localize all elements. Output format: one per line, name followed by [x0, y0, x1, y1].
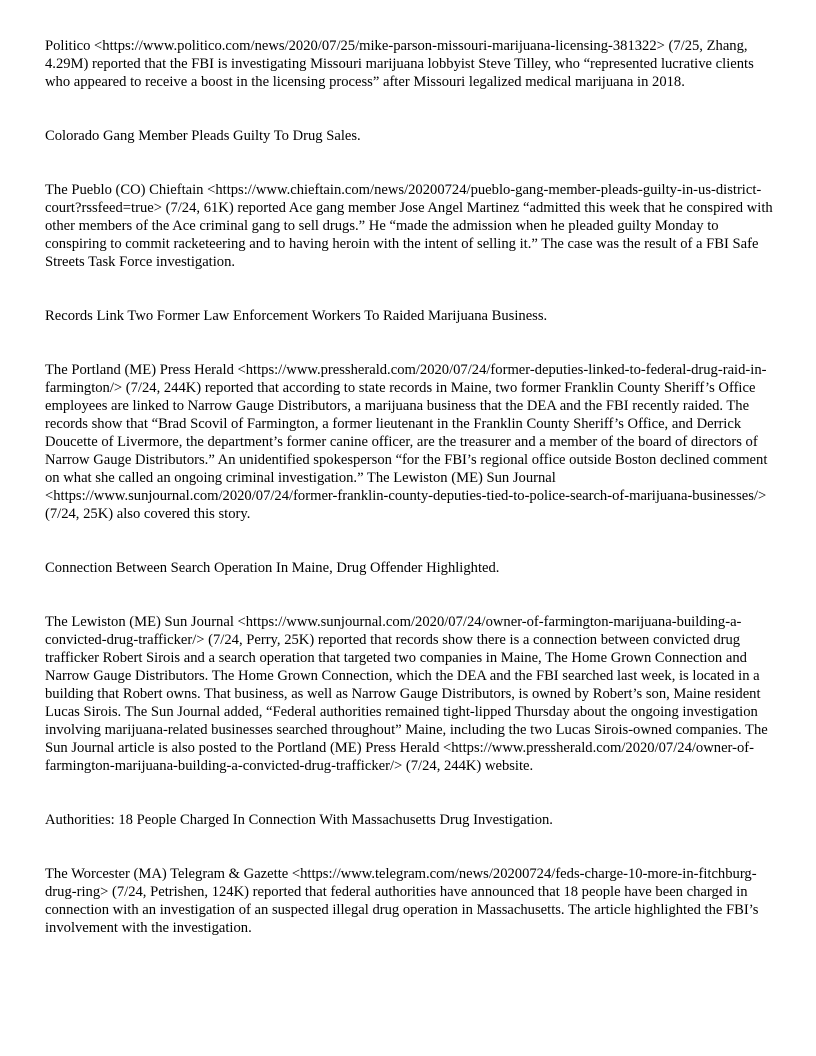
- paragraph-portland-press-herald: The Portland (ME) Press Herald <https://www.pressherald.com/2020/07/24/former-deputies-linked-to-federal-drug-raid-in-farmington/> (7/24, 244K) reported that according to state records in Maine, two former Franklin County Sheriff’s Office employees are linked to Narrow Gauge Distributors, a marijuana business that the DEA and the FBI recently raided. The records show that “Brad Scovil of Farmington, a former lieutenant in the Franklin County Sheriff’s Office, and Derrick Doucette of Livermore, the department’s former canine officer, are the treasurer and a member of the board of directors of Narrow Gauge Distributors.” An unidentified spokesperson “for the FBI’s regional office outside Boston declined comment on what she called an ongoing criminal investigation.” The Lewiston (ME) Sun Journal <https://www.sunjournal.com/2020/07/24/former-franklin-county-deputies-tied-to-police-search-of-marijuana-businesses/> (7/24, 25K) also covered this story.: [45, 362, 768, 522]
- document-page: [45, 37, 773, 937]
- headline-colorado-gang: Colorado Gang Member Pleads Guilty To Drug Sales.: [45, 128, 361, 144]
- headline-authorities-18-charged: Authorities: 18 People Charged In Connection With Massachusetts Drug Investigation.: [45, 812, 553, 828]
- paragraph-pueblo-chieftain: The Pueblo (CO) Chieftain <https://www.chieftain.com/news/20200724/pueblo-gang-member-pleads-guilty-in-us-district-court?rssfeed=true> (7/24, 61K) reported Ace gang member Jose Angel Martinez “admitted this week that he conspired with other members of the Ace criminal gang to sell drugs.” He “made the admission when he pleaded guilty Monday to conspiring to commit racketeering and to having heroin with the intent of selling it.” The case was the result of a FBI Safe Streets Task Force investigation.: [45, 182, 773, 270]
- headline-records-link: Records Link Two Former Law Enforcement Workers To Raided Marijuana Business.: [45, 308, 548, 324]
- paragraph-worcester-telegram: The Worcester (MA) Telegram & Gazette <https://www.telegram.com/news/20200724/feds-charge-10-more-in-fitchburg-drug-ring> (7/24, Petrishen, 124K) reported that federal authorities have announced that 18 people have been charged in connection with an investigation of an suspected illegal drug operation in Massachusetts. The article highlighted the FBI’s involvement with the investigation.: [45, 866, 759, 936]
- paragraph-politico-missouri: Politico <https://www.politico.com/news/2020/07/25/mike-parson-missouri-marijuana-licensing-381322> (7/25, Zhang, 4.29M) reported that the FBI is investigating Missouri marijuana lobbyist Steve Tilley, who “represented lucrative clients who appeared to receive a boost in the licensing process” after Missouri legalized medical marijuana in 2018.: [45, 38, 754, 90]
- headline-connection-search: Connection Between Search Operation In Maine, Drug Offender Highlighted.: [45, 560, 500, 576]
- paragraph-lewiston-sun-journal: The Lewiston (ME) Sun Journal <https://www.sunjournal.com/2020/07/24/owner-of-farmington-marijuana-building-a-convicted-drug-trafficker/> (7/24, Perry, 25K) reported that records show there is a connection between convicted drug trafficker Robert Sirois and a search operation that targeted two companies in Maine, The Home Grown Connection and Narrow Gauge Distributors. The Home Grown Connection, which the DEA and the FBI searched last week, is located in a building that Robert owns. That business, as well as Narrow Gauge Distributors, is owned by Robert’s son, Maine resident Lucas Sirois. The Sun Journal added, “Federal authorities remained tight-lipped Thursday about the ongoing investigation involving marijuana-related businesses searched throughout” Maine, including the two Lucas Sirois-owned companies. The Sun Journal article is also posted to the Portland (ME) Press Herald <https://www.pressherald.com/2020/07/24/owner-of-farmington-marijuana-building-a-convicted-drug-trafficker/> (7/24, 244K) website.: [45, 614, 768, 774]
